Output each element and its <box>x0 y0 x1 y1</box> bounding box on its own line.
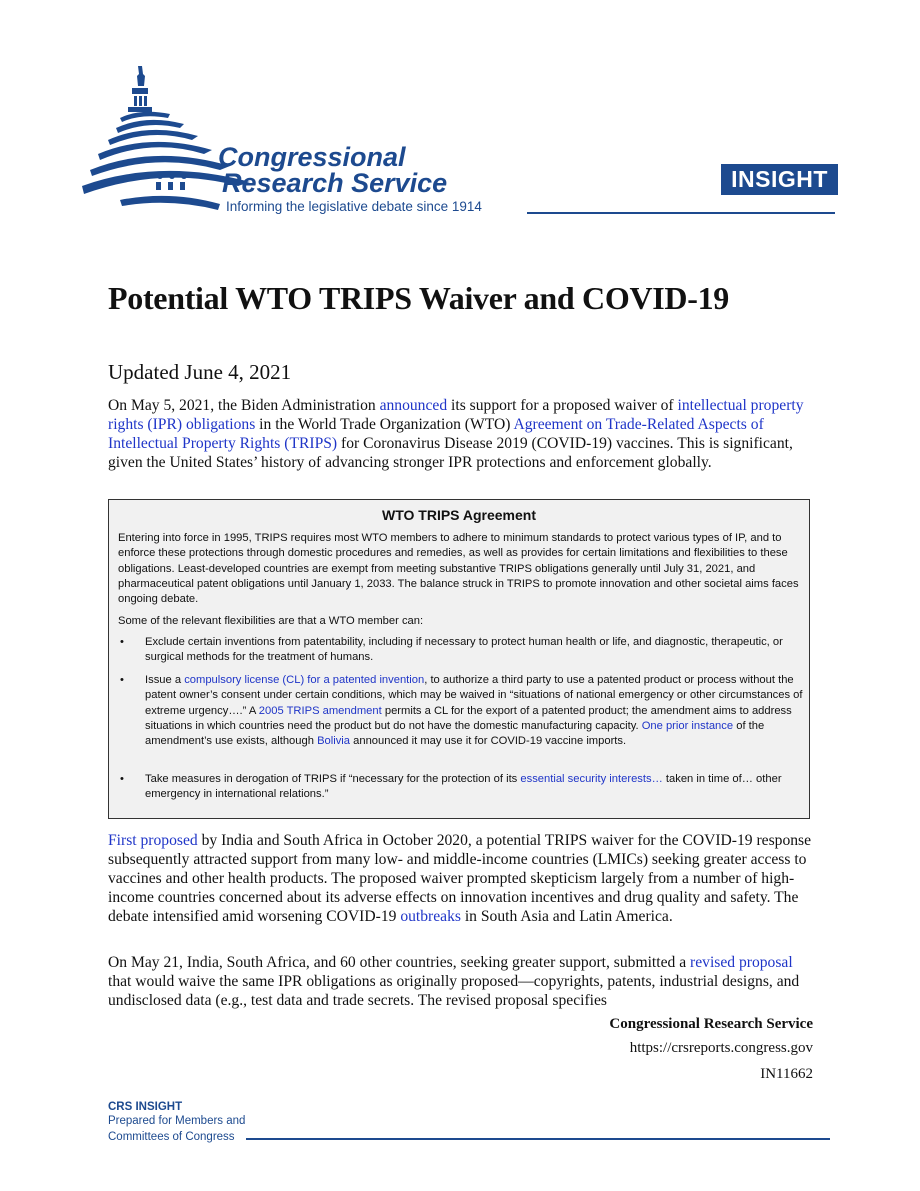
intro-paragraph: On May 5, 2021, the Biden Administration announced its support for a proposed waiver of intellectual property rights (IPR) obligations in the World Trade Organization (WTO) Agreement on Trade-Related Aspects of Intellectual Property Rights (TRIPS) for Coronavirus Disease 2019 (COVID-19) vaccines. This is significant, given the United States’ history of advancing stronger IPR protections and enforcement globally. <box>108 397 804 471</box>
ipr-obligations-link[interactable]: intellectual property rights (IPR) obligations <box>108 397 804 433</box>
header-rule <box>527 212 835 214</box>
footer-rule <box>246 1138 830 1140</box>
body-paragraph: First proposed by India and South Africa in October 2020, a potential TRIPS waiver for the COVID-19 response subsequently attracted support from many low- and middle-income countries (LMICs) seeking greater access to vaccines and other health products. The proposed waiver prompted skepticism largely from a number of high-income countries concerned about its adverse effects on innovation incentives and drug quality and safety. The debate intensified amid worsening COVID-19 outbreaks in South Asia and Latin America. <box>108 832 812 925</box>
prepared-for-line2: Committees of Congress <box>108 1131 235 1143</box>
list-item-text: Issue a compulsory license (CL) for a patented invention, to authorize a third party to use a patented product or process without the patent owner’s consent under certain conditions, which may be waived in “situations of national emergency or other circumstances of extreme urgency….” A 2005 TRIPS amendment permits a CL for the export of a patented product; the amendment aims to address situations in which countries need the product but do not have the domestic manufacturing capacity. One prior instance of the amendment’s use exists, although Bolivia announced it may use it for COVID-19 vaccine imports. <box>145 674 803 748</box>
trips-agreement-textbox <box>108 499 810 819</box>
footer-url[interactable]: https://crsreports.congress.gov <box>629 1040 813 1056</box>
first-proposed-link[interactable]: First proposed <box>108 832 198 849</box>
prior-instance-link[interactable]: One prior instance <box>641 719 734 732</box>
updated-date: Updated June 4, 2021 <box>108 360 292 384</box>
page-title: Potential WTO TRIPS Waiver and COVID-19 <box>108 280 729 316</box>
security-interests-link[interactable]: essential security interests… <box>520 773 663 785</box>
report-id: IN11662 <box>760 1066 813 1082</box>
logo-tagline: Informing the legislative debate since 1914 <box>226 199 482 214</box>
textbox-title: WTO TRIPS Agreement <box>381 507 537 523</box>
announced-link[interactable]: announced <box>379 397 448 414</box>
outbreaks-link[interactable]: outbreaks <box>400 908 461 925</box>
trips-agreement-link[interactable]: Agreement on Trade-Related Aspects of Intellectual Property Rights (TRIPS) <box>108 416 764 452</box>
insight-badge: INSIGHT <box>721 164 838 195</box>
compulsory-license-link[interactable]: compulsory license (CL) for a patented invention <box>184 674 425 686</box>
logo-name-line2: Research Service <box>222 168 448 198</box>
revised-proposal-link[interactable]: revised proposal <box>690 954 793 971</box>
trips-amendment-link[interactable]: 2005 TRIPS amendment <box>258 704 382 717</box>
body-paragraph: On May 21, India, South Africa, and 60 other countries, seeking greater support, submitted a revised proposal that would waive the same IPR obligations as originally proposed—copyrights, patents, industrial designs, and undisclosed data (e.g., test data and trade secrets. The revised proposal specifies <box>108 954 800 1009</box>
bullet-icon: • <box>120 636 124 648</box>
list-item-text: Take measures in derogation of TRIPS if “necessary for the protection of its essential security interests… taken in time of… other emergency in international relations.” <box>145 773 782 801</box>
list-item-text: Exclude certain inventions from patentability, including if necessary to protect human health or life, and diagnostic, therapeutic, or surgical methods for the treatment of humans. <box>145 636 783 664</box>
bullet-icon: • <box>120 674 124 686</box>
textbox-paragraph: Some of the relevant flexibilities are that a WTO member can: <box>118 615 424 627</box>
textbox-paragraph: Entering into force in 1995, TRIPS requires most WTO members to adhere to minimum standards to protect various types of IP, and to enforce these protections through domestic procedures and remedies, as well as provides for certain limitations and flexibilities to these obligations. Least-developed countries are exempt from meeting substantive TRIPS obligations generally until July 31, 2021, and pharmaceutical patent obligations until January 1, 2033. The balance struck in TRIPS to promote innovation and other societal aims faces ongoing debate. <box>118 532 799 606</box>
prepared-for-line1: Prepared for Members and <box>108 1115 246 1127</box>
bolivia-link[interactable]: Bolivia <box>317 735 351 748</box>
bullet-icon: • <box>120 773 124 785</box>
crs-insight-label: CRS INSIGHT <box>108 1101 183 1113</box>
logo-name-line1: Congressional <box>218 142 406 172</box>
footer-organization: Congressional Research Service <box>609 1016 813 1032</box>
